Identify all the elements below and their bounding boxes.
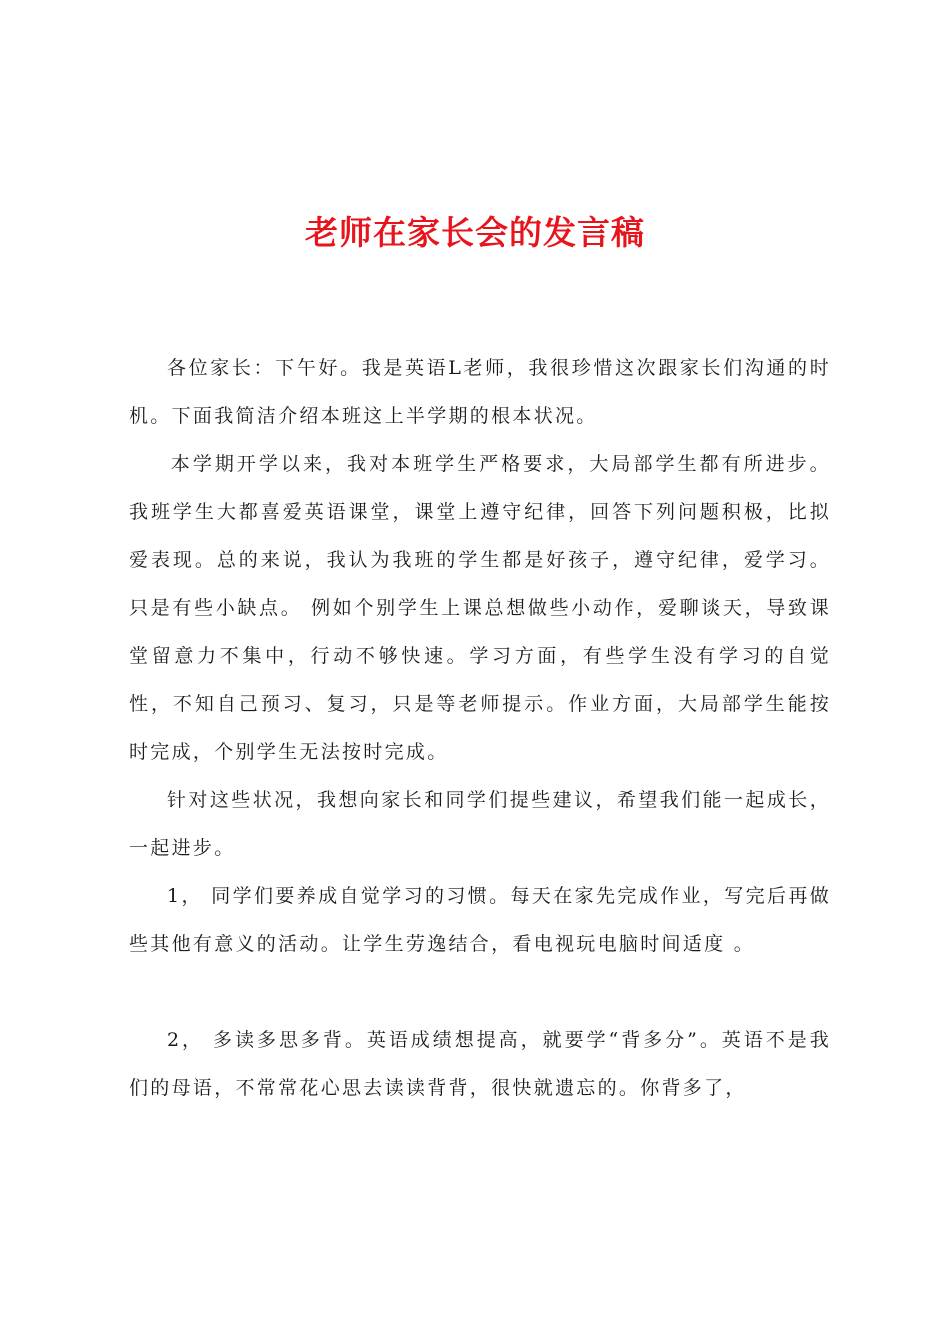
paragraph-greeting: 各位家长：下午好。我是英语L老师，我很珍惜这次跟家长们沟通的时机。下面我简洁介绍本班这上半学期的根本状况。 bbox=[129, 357, 831, 427]
paragraph-suggestion-2: 2， 多读多思多背。英语成绩想提高，就要学“背多分”。英语不是我们的母语，不常常花心思去读读背背，很快就遗忘的。你背多了， bbox=[129, 1029, 831, 1099]
paragraph-semester-overview: 本学期开学以来，我对本班学生严格要求，大局部学生都有所进步。我班学生大都喜爱英语课堂，课堂上遵守纪律，回答下列问题积极，比拟爱表现。总的来说，我认为我班的学生都是好孩子，遵守纪律，爱学习。只是有些小缺点。 例如个别学生上课总想做些小动作，爱聊谈天，导致课堂留意力不集中，行动不够快速。学习方面，有些学生没有学习的自觉性，不知自己预习、复习，只是等老师提示。作业方面，大局部学生能按时完成，个别学生无法按时完成。 bbox=[129, 453, 831, 763]
document-body bbox=[129, 344, 831, 1112]
paragraph-suggestions-intro: 针对这些状况，我想向家长和同学们提些建议，希望我们能一起成长，一起进步。 bbox=[129, 789, 831, 859]
paragraph-suggestion-1: 1， 同学们要养成自觉学习的习惯。每天在家先完成作业，写完后再做些其他有意义的活动。让学生劳逸结合，看电视玩电脑时间适度 。 bbox=[129, 885, 831, 955]
document-title: 老师在家长会的发言稿 bbox=[305, 213, 645, 252]
